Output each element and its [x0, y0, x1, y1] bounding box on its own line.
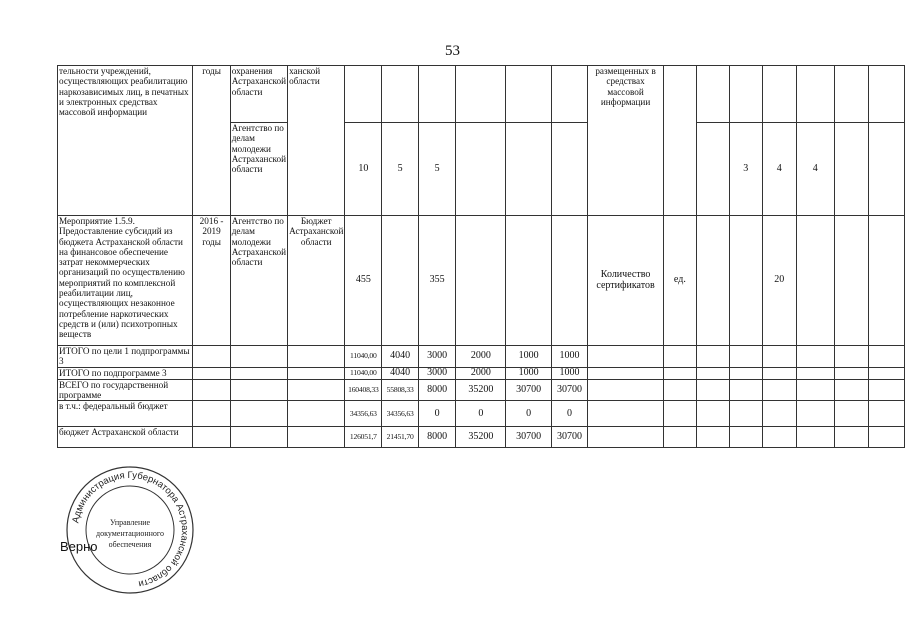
cell	[551, 216, 588, 346]
stamp-line-1: Управление	[109, 518, 151, 527]
cell	[834, 427, 869, 448]
cell	[834, 367, 869, 379]
cell	[697, 216, 730, 346]
total-value: 3000	[418, 346, 455, 368]
handwritten-verno: Верно	[60, 539, 98, 554]
total-value: 160408,33	[345, 379, 382, 401]
cell	[193, 401, 230, 427]
cell	[796, 216, 834, 346]
cell-exec-1b: Агентство по делам молодежи Астраханской области	[230, 123, 287, 216]
cell	[869, 367, 905, 379]
cell	[729, 427, 762, 448]
cell	[588, 346, 663, 368]
cell	[663, 367, 696, 379]
cell	[697, 66, 730, 123]
total-value: 4040	[382, 367, 419, 379]
total-value: 1000	[551, 346, 588, 368]
cell	[588, 401, 663, 427]
cell	[869, 379, 905, 401]
cell-target: 4	[762, 123, 796, 216]
cell	[729, 216, 762, 346]
cell	[382, 66, 419, 123]
total-value: 8000	[418, 379, 455, 401]
cell	[762, 401, 796, 427]
total-label: ВСЕГО по государственной программе	[58, 379, 193, 401]
cell	[230, 401, 287, 427]
total-value: 55808,33	[382, 379, 419, 401]
total-label: ИТОГО по цели 1 подпрограммы 3	[58, 346, 193, 368]
cell-value: 355	[418, 216, 455, 346]
cell	[663, 379, 696, 401]
cell	[193, 367, 230, 379]
cell	[418, 66, 455, 123]
cell	[869, 427, 905, 448]
cell	[697, 427, 730, 448]
cell	[869, 346, 905, 368]
cell	[697, 401, 730, 427]
total-value: 4040	[382, 346, 419, 368]
total-value: 2000	[456, 346, 506, 368]
cell	[663, 66, 696, 216]
stamp-line-3: обеспечения	[108, 540, 152, 549]
cell	[834, 379, 869, 401]
total-value: 35200	[456, 427, 506, 448]
cell	[729, 346, 762, 368]
cell	[697, 123, 730, 216]
cell-exec-1a: охранения Астраханской области	[230, 66, 287, 123]
total-value: 21451,70	[382, 427, 419, 448]
total-label: бюджет Астраханской области	[58, 427, 193, 448]
total-label: в т.ч.: федеральный бюджет	[58, 401, 193, 427]
cell	[288, 379, 345, 401]
cell	[762, 379, 796, 401]
cell	[834, 123, 869, 216]
cell	[288, 367, 345, 379]
cell	[762, 346, 796, 368]
cell	[796, 427, 834, 448]
total-value: 0	[418, 401, 455, 427]
total-value: 30700	[506, 379, 551, 401]
total-value: 1000	[506, 346, 551, 368]
cell	[193, 427, 230, 448]
cell	[697, 379, 730, 401]
cell	[193, 346, 230, 368]
cell-desc-2: Мероприятие 1.5.9. Предоставление субсидий из бюджета Астраханской области на финансовое обеспечение затрат некоммерческих организаций по осуществлению мероприятий по комплексной реабилитации лиц, осуществляющих незаконное потребление наркотических средств и (или) психотропных веществ	[58, 216, 193, 346]
cell	[762, 427, 796, 448]
cell	[588, 379, 663, 401]
total-value: 34356,63	[382, 401, 419, 427]
cell	[697, 346, 730, 368]
total-value: 0	[551, 401, 588, 427]
cell-value: 10	[345, 123, 382, 216]
cell	[456, 216, 506, 346]
cell	[588, 367, 663, 379]
total-label: ИТОГО по подпрограмме 3	[58, 367, 193, 379]
cell	[551, 123, 588, 216]
cell	[869, 401, 905, 427]
cell	[288, 427, 345, 448]
cell	[345, 66, 382, 123]
cell-years-1: годы	[193, 66, 230, 216]
total-value: 8000	[418, 427, 455, 448]
cell	[230, 346, 287, 368]
cell	[588, 427, 663, 448]
stamp-line-2: документационного	[96, 529, 164, 538]
cell	[729, 379, 762, 401]
cell	[382, 216, 419, 346]
total-value: 34356,63	[345, 401, 382, 427]
cell	[796, 401, 834, 427]
cell-source-2: Бюджет Астраханской области	[288, 216, 345, 346]
total-value: 35200	[456, 379, 506, 401]
program-table	[57, 65, 905, 448]
cell	[663, 346, 696, 368]
cell	[796, 66, 834, 123]
cell	[762, 367, 796, 379]
cell	[456, 123, 506, 216]
cell	[288, 346, 345, 368]
cell-years-2: 2016 - 2019 годы	[193, 216, 230, 346]
cell	[834, 346, 869, 368]
total-value: 30700	[551, 427, 588, 448]
cell	[834, 216, 869, 346]
cell	[869, 123, 905, 216]
cell	[663, 401, 696, 427]
cell	[230, 379, 287, 401]
cell-value: 5	[382, 123, 419, 216]
cell-target: 3	[729, 123, 762, 216]
cell	[869, 216, 905, 346]
cell	[869, 66, 905, 123]
cell-target: 4	[796, 123, 834, 216]
cell	[506, 123, 551, 216]
cell-value: 5	[418, 123, 455, 216]
cell	[230, 427, 287, 448]
total-value: 2000	[456, 367, 506, 379]
cell	[796, 367, 834, 379]
cell	[456, 66, 506, 123]
cell	[834, 66, 869, 123]
cell-value: 455	[345, 216, 382, 346]
cell-indicator-1: размещенных в средствах массовой информации	[588, 66, 663, 216]
cell-source-1: ханской области	[288, 66, 345, 216]
total-value: 11040,00	[345, 367, 382, 379]
cell	[506, 216, 551, 346]
cell	[729, 401, 762, 427]
total-value: 11040,00	[345, 346, 382, 368]
cell	[729, 66, 762, 123]
cell-target: 20	[762, 216, 796, 346]
total-value: 0	[506, 401, 551, 427]
cell	[551, 66, 588, 123]
cell	[796, 379, 834, 401]
total-value: 30700	[551, 379, 588, 401]
cell-indicator-2: Количество сертификатов	[588, 216, 663, 346]
total-value: 3000	[418, 367, 455, 379]
cell	[193, 379, 230, 401]
total-value: 0	[456, 401, 506, 427]
official-stamp	[65, 465, 195, 595]
cell-desc-1: тельности учреждений, осуществляющих реабилитацию наркозависимых лиц, в печатных и электронных средствах массовой информации	[58, 66, 193, 216]
cell	[663, 427, 696, 448]
cell	[762, 66, 796, 123]
stamp-ring-text: Администрация Губернатора Астраханской области	[70, 469, 191, 590]
cell	[834, 401, 869, 427]
cell	[697, 367, 730, 379]
page-number: 53	[445, 43, 460, 59]
total-value: 126051,7	[345, 427, 382, 448]
cell	[729, 367, 762, 379]
cell	[288, 401, 345, 427]
cell	[506, 66, 551, 123]
total-value: 30700	[506, 427, 551, 448]
cell	[796, 346, 834, 368]
cell	[230, 367, 287, 379]
total-value: 1000	[551, 367, 588, 379]
cell-exec-2: Агентство по делам молодежи Астраханской области	[230, 216, 287, 346]
cell-unit-2: ед.	[663, 216, 696, 346]
total-value: 1000	[506, 367, 551, 379]
